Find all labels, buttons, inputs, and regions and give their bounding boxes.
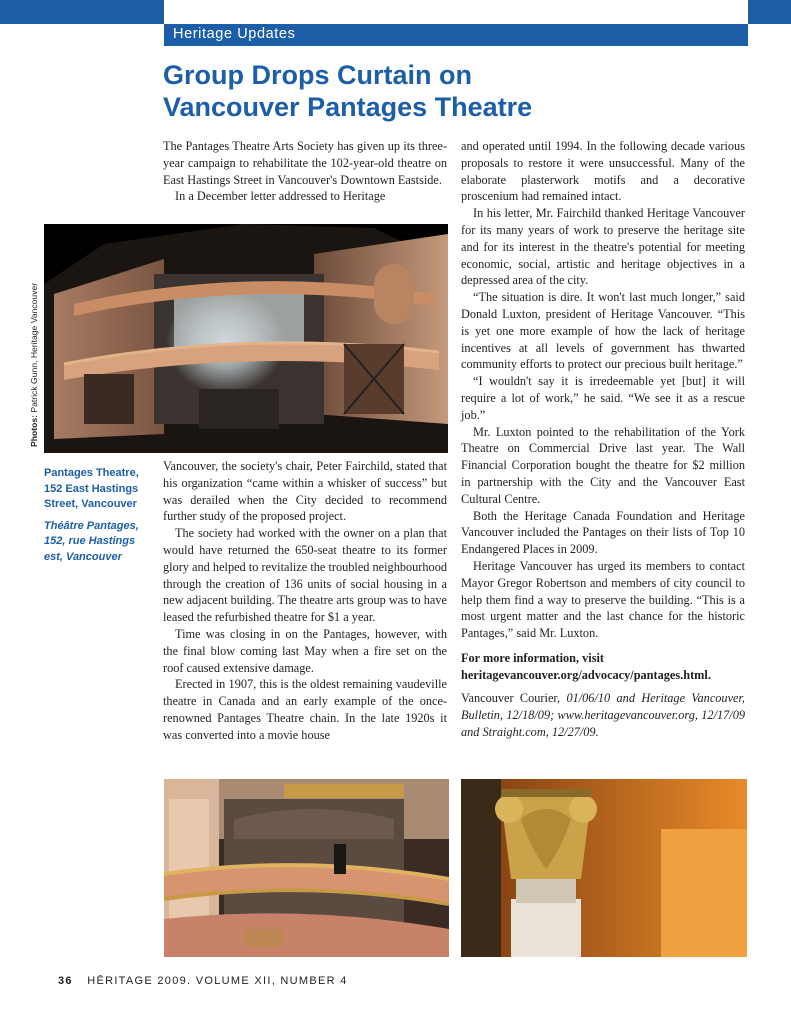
body-column-1-top — [163, 138, 447, 205]
paragraph: Heritage Vancouver has urged its members to contact Mayor Gregor Robertson and members of city council to help them find a way to preserve the building. “This is a most urgent matter and the last chance for the historic Pantages,” said Mr. Luxton. — [461, 558, 745, 641]
paragraph: “I wouldn't say it is irredeemable yet [but] it will require a lot of work,” he said. “We see it as a rescue job.” — [461, 374, 745, 422]
more-info-link[interactable]: heritagevancouver.org/advocacy/pantages.html. — [461, 667, 711, 682]
paragraph: The society had worked with the owner on a plan that would have returned the 650-seat theatre to its former glory and helped to revitalize the troubled neighbourhood through the creation of 136 units of social housing in a new adjacent building. The theatre arts group was to have leased the refurbished theatre for $1 a year. — [163, 526, 447, 625]
caption-english: Pantages Theatre, 152 East Hastings Street, Vancouver — [44, 467, 139, 510]
paragraph: The Pantages Theatre Arts Society has given up its three-year campaign to rehabilitate the 102-year-old theatre on East Hastings Street in Vancouver's Downtown Eastside. — [163, 139, 447, 187]
photo-caption — [44, 466, 152, 565]
photo-credit — [29, 277, 39, 447]
paragraph: In his letter, Mr. Fairchild thanked Heritage Vancouver for its many years of work to preserve the heritage site and for its interest in the theatre's potential for meeting economic, social, artistic and heritage objectives in a depressed area of the city. — [461, 206, 745, 288]
paragraph: Time was closing in on the Pantages, however, with the final blow coming last May when a fire set on the roof caused extensive damage. — [163, 626, 447, 675]
sources-prefix: Vancouver Courier, — [461, 690, 567, 705]
more-info-label: For more information, visit — [461, 650, 604, 665]
section-label: Heritage Updates — [173, 26, 296, 42]
body-column-1-bottom — [163, 458, 447, 744]
sources-list: 01/06/10 and Heritage Vancouver, Bulletin, 12/18/09; www.heritagevancouver.org, 12/17/09 and Straight.com, 12/27/09. — [461, 690, 745, 739]
top-color-bar-right — [748, 0, 791, 24]
paragraph: “The situation is dire. It won't last much longer,” said Donald Luxton, president of Heritage Vancouver. “This is yet one more example of how the lack of heritage incentives at all levels of government has thwarted community efforts to protect our precious built heritage.” — [461, 290, 745, 372]
balcony-detail-photo — [164, 779, 449, 957]
paragraph: Both the Heritage Canada Foundation and Heritage Vancouver included the Pantages on their lists of Top 10 Endangered Places in 2009. — [461, 508, 745, 557]
paragraph: In a December letter addressed to Heritage — [175, 189, 386, 204]
paragraph: Erected in 1907, this is the oldest remaining vaudeville theatre in Canada and an early example of the once-renowned Pantages Theatre chain. In the late 1920s it was converted into a movie house — [163, 677, 447, 742]
paragraph: Vancouver, the society's chair, Peter Fairchild, stated that his organization “came within a whisker of success” but was derailed when the City decided to recommend further study of the proposed project. — [163, 459, 447, 524]
paragraph: Mr. Luxton pointed to the rehabilitation of the York Theatre on Commercial Drive last year. The Wall Financial Corporation bought the theatre for $2 million in partnership with the City and the Vancouver East Cultural Centre. — [461, 424, 745, 506]
sources — [461, 690, 745, 740]
theatre-interior-photo — [44, 224, 448, 453]
more-info — [461, 650, 745, 684]
body-column-2 — [461, 138, 745, 740]
paragraph: and operated until 1994. In the following decade various proposals to restore it were unsuccessful. Many of the elaborate plasterwork motifs and a decorative proscenium had remained intact. — [461, 139, 745, 204]
article-title-line-1: Group Drops Curtain on — [163, 60, 472, 90]
photo-credit-name: Patrick Gunn, Heritage Vancouver — [29, 282, 39, 413]
article-title — [163, 59, 663, 123]
page-footer — [58, 975, 348, 987]
photo-credit-label: Photos: — [29, 415, 39, 447]
page-number: 36 — [58, 975, 73, 987]
top-color-bar-left — [0, 0, 164, 24]
caption-french: Théâtre Pantages, 152, rue Hastings est, Vancouver — [44, 519, 139, 563]
column-capital-photo — [461, 779, 747, 957]
article-title-line-2: Vancouver Pantages Theatre — [163, 92, 533, 122]
publication-info: HĒRITAGE 2009. VOLUME XII, NUMBER 4 — [87, 975, 348, 987]
section-banner — [164, 24, 748, 46]
